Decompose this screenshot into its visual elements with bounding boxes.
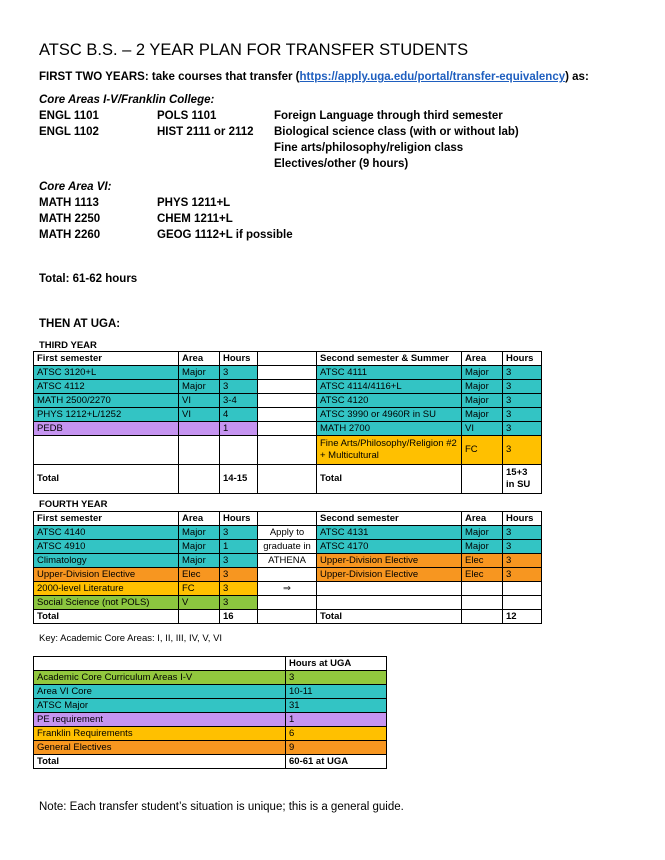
table-row	[34, 422, 542, 436]
table-cell: 3	[503, 394, 542, 408]
table-cell: 1	[220, 540, 258, 554]
table-cell: Total	[317, 610, 462, 624]
table-cell: Major	[179, 554, 220, 568]
table-cell: 3	[503, 366, 542, 380]
fourth-year-label: FOURTH YEAR	[39, 499, 108, 510]
table-cell: 16	[220, 610, 258, 624]
table-cell: 10-11	[286, 685, 387, 699]
table-cell: Elec	[462, 568, 503, 582]
table-cell: ATSC 4131	[317, 526, 462, 540]
table-cell: 4	[220, 408, 258, 422]
table-cell: Major	[179, 540, 220, 554]
table-cell	[462, 596, 503, 610]
table-cell: FC	[179, 582, 220, 596]
table-cell: Total	[34, 465, 179, 494]
table-cell	[462, 582, 503, 596]
column-header: Hours	[220, 512, 258, 526]
table-header-row	[34, 352, 542, 366]
column-header: Second semester	[317, 512, 462, 526]
table-cell: Fine Arts/Philosophy/Religion #2 + Multicultural	[317, 436, 462, 465]
table-cell: 3-4	[220, 394, 258, 408]
transfer-total-hours: Total: 61-62 hours	[39, 273, 138, 285]
table-cell: ATHENA	[258, 554, 317, 568]
table-cell	[258, 610, 317, 624]
intro-suffix: ) as:	[565, 71, 589, 83]
table-cell: PE requirement	[34, 713, 286, 727]
table-cell: V	[179, 596, 220, 610]
table-cell: 3	[220, 366, 258, 380]
table-cell: 3	[220, 582, 258, 596]
intro-prefix: FIRST TWO YEARS: take courses that transfer (	[39, 71, 300, 83]
table-cell: Elec	[462, 554, 503, 568]
core-course: POLS 1101	[157, 110, 217, 122]
table-row	[34, 610, 542, 624]
area-vi-course: PHYS 1211+L	[157, 197, 231, 209]
table-cell: Upper-Division Elective	[34, 568, 179, 582]
table-cell: FC	[462, 436, 503, 465]
third-year-table	[33, 351, 542, 494]
table-row	[34, 568, 542, 582]
table-cell	[179, 610, 220, 624]
table-row	[34, 671, 387, 685]
fourth-year-table	[33, 511, 542, 624]
table-cell: Major	[462, 540, 503, 554]
table-cell: ATSC 4111	[317, 366, 462, 380]
table-cell: ATSC 4114/4116+L	[317, 380, 462, 394]
column-header: Hours	[503, 512, 542, 526]
table-cell: ATSC Major	[34, 699, 286, 713]
column-header: Area	[179, 512, 220, 526]
table-cell: Upper-Division Elective	[317, 554, 462, 568]
table-cell: Major	[462, 380, 503, 394]
core-requirement: Biological science class (with or without lab)	[274, 126, 519, 138]
table-cell	[258, 408, 317, 422]
core-requirement: Foreign Language through third semester	[274, 110, 503, 122]
table-cell: 14-15	[220, 465, 258, 494]
table-cell: 3	[220, 380, 258, 394]
table-cell: PHYS 1212+L/1252	[34, 408, 179, 422]
table-cell	[258, 596, 317, 610]
column-header	[258, 512, 317, 526]
column-header: Area	[462, 512, 503, 526]
table-cell: Academic Core Curriculum Areas I-V	[34, 671, 286, 685]
table-cell: MATH 2700	[317, 422, 462, 436]
table-cell: 3	[286, 671, 387, 685]
core-requirement: Fine arts/philosophy/religion class	[274, 142, 464, 154]
column-header: Hours	[220, 352, 258, 366]
column-header: First semester	[34, 352, 179, 366]
table-cell: Major	[179, 380, 220, 394]
table-row	[34, 380, 542, 394]
table-cell: 3	[503, 540, 542, 554]
column-header: Second semester & Summer	[317, 352, 462, 366]
table-cell: ATSC 3990 or 4960R in SU	[317, 408, 462, 422]
table-row	[34, 713, 387, 727]
table-row	[34, 596, 542, 610]
table-cell: 1	[286, 713, 387, 727]
table-row	[34, 582, 542, 596]
core-area-vi-heading: Core Area VI:	[39, 181, 112, 193]
table-row	[34, 554, 542, 568]
transfer-equivalency-link[interactable]: https://apply.uga.edu/portal/transfer-equivalency	[299, 71, 566, 83]
then-at-uga-heading: THEN AT UGA:	[39, 318, 121, 330]
table-cell: 9	[286, 741, 387, 755]
table-row	[34, 526, 542, 540]
table-cell: Elec	[179, 568, 220, 582]
table-cell: 6	[286, 727, 387, 741]
table-cell: ATSC 3120+L	[34, 366, 179, 380]
table-cell	[503, 596, 542, 610]
table-cell	[179, 436, 220, 465]
table-cell: Apply to	[258, 526, 317, 540]
table-cell	[503, 582, 542, 596]
table-row	[34, 741, 387, 755]
table-cell: Major	[462, 366, 503, 380]
area-vi-course: GEOG 1112+L if possible	[157, 229, 293, 241]
area-vi-course: MATH 1113	[39, 197, 99, 209]
table-cell	[317, 582, 462, 596]
column-header: Hours at UGA	[286, 657, 387, 671]
table-cell	[34, 436, 179, 465]
table-cell: 3	[220, 568, 258, 582]
column-header: First semester	[34, 512, 179, 526]
table-cell: 3	[503, 408, 542, 422]
table-cell: 2000-level Literature	[34, 582, 179, 596]
table-row	[34, 685, 387, 699]
table-row	[34, 465, 542, 494]
table-row	[34, 755, 387, 769]
table-cell: PEDB	[34, 422, 179, 436]
table-cell	[462, 610, 503, 624]
table-cell: 3	[220, 526, 258, 540]
table-cell: 3	[503, 380, 542, 394]
table-cell: VI	[179, 394, 220, 408]
core-course: ENGL 1102	[39, 126, 99, 138]
table-cell	[258, 568, 317, 582]
table-cell: 3	[503, 422, 542, 436]
table-header-row	[34, 512, 542, 526]
table-cell: ATSC 4112	[34, 380, 179, 394]
page-title: ATSC B.S. – 2 YEAR PLAN FOR TRANSFER STUDENTS	[39, 41, 469, 59]
table-cell: Major	[462, 394, 503, 408]
column-header: Hours	[503, 352, 542, 366]
table-cell: 3	[503, 526, 542, 540]
table-cell: 15+3 in SU	[503, 465, 542, 494]
table-cell: ATSC 4120	[317, 394, 462, 408]
table-header-row	[34, 657, 387, 671]
table-cell: Major	[462, 408, 503, 422]
table-cell: Climatology	[34, 554, 179, 568]
table-cell: 3	[503, 436, 542, 465]
area-vi-course: MATH 2260	[39, 229, 101, 241]
table-cell: ATSC 4140	[34, 526, 179, 540]
table-row	[34, 436, 542, 465]
core-requirement: Electives/other (9 hours)	[274, 158, 409, 170]
area-vi-course: CHEM 1211+L	[157, 213, 233, 225]
table-cell: Major	[462, 526, 503, 540]
table-row	[34, 366, 542, 380]
table-cell	[258, 394, 317, 408]
table-cell	[258, 465, 317, 494]
table-cell: 12	[503, 610, 542, 624]
column-header: Area	[462, 352, 503, 366]
table-cell	[258, 366, 317, 380]
table-row	[34, 408, 542, 422]
table-cell: Upper-Division Elective	[317, 568, 462, 582]
column-header	[34, 657, 286, 671]
area-vi-course: MATH 2250	[39, 213, 101, 225]
table-cell	[317, 596, 462, 610]
table-cell: 3	[220, 596, 258, 610]
third-year-label: THIRD YEAR	[39, 340, 97, 351]
table-cell	[220, 436, 258, 465]
table-cell: VI	[462, 422, 503, 436]
table-row	[34, 699, 387, 713]
table-cell: 3	[503, 554, 542, 568]
intro-line	[39, 71, 589, 83]
table-cell	[258, 422, 317, 436]
column-header	[258, 352, 317, 366]
table-cell: 1	[220, 422, 258, 436]
table-cell: Total	[317, 465, 462, 494]
table-cell: Area VI Core	[34, 685, 286, 699]
table-cell: Major	[179, 526, 220, 540]
table-cell: ATSC 4170	[317, 540, 462, 554]
table-cell: MATH 2500/2270	[34, 394, 179, 408]
table-row	[34, 727, 387, 741]
table-cell	[179, 465, 220, 494]
table-cell: 3	[503, 568, 542, 582]
table-cell: General Electives	[34, 741, 286, 755]
core-course: HIST 2111 or 2112	[157, 126, 254, 138]
core-areas-heading: Core Areas I-V/Franklin College:	[39, 94, 215, 106]
table-row	[34, 540, 542, 554]
table-cell	[258, 436, 317, 465]
table-row	[34, 394, 542, 408]
table-cell: Social Science (not POLS)	[34, 596, 179, 610]
table-cell: 3	[220, 554, 258, 568]
table-cell: Total	[34, 610, 179, 624]
core-areas-key: Key: Academic Core Areas: I, II, III, IV, V, VI	[39, 633, 223, 644]
table-cell: ⇒	[258, 582, 317, 596]
table-cell	[179, 422, 220, 436]
column-header: Area	[179, 352, 220, 366]
table-cell	[258, 380, 317, 394]
table-cell	[462, 465, 503, 494]
table-cell: Total	[34, 755, 286, 769]
table-cell: graduate in	[258, 540, 317, 554]
table-cell: Major	[179, 366, 220, 380]
table-cell: 31	[286, 699, 387, 713]
footer-note: Note: Each transfer student’s situation is unique; this is a general guide.	[39, 801, 404, 813]
table-cell: 60-61 at UGA	[286, 755, 387, 769]
table-cell: VI	[179, 408, 220, 422]
table-cell: Franklin Requirements	[34, 727, 286, 741]
core-course: ENGL 1101	[39, 110, 99, 122]
hours-summary-table	[33, 656, 387, 769]
table-cell: ATSC 4910	[34, 540, 179, 554]
